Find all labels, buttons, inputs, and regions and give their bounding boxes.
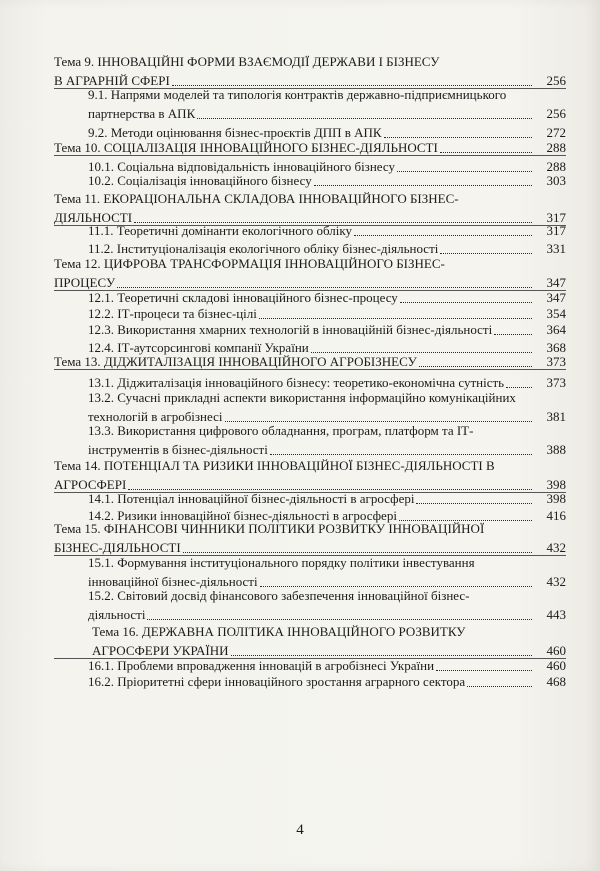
toc-page-number: 398 [546,477,566,492]
toc-line: 12.3. Використання хмарних технологій в інноваційній бізнес-діяльності [88,322,493,337]
toc-line: ПРОЦЕСУ [54,275,116,290]
toc-line: 15.1. Формування інституціонального порядку політики інвестування [88,555,475,570]
toc-line: 16.2. Пріоритетні сфери інноваційного зростання аграрного сектора [88,674,466,689]
toc-page-number: 368 [546,340,566,355]
toc-theme [0,138,600,157]
toc-line: партнерства в АПК [88,106,196,121]
toc-line: Тема 16. ДЕРЖАВНА ПОЛІТИКА ІННОВАЦІЙНОГО РОЗВИТКУ [92,624,466,639]
toc-line: Тема 15. ФІНАНСОВІ ЧИННИКИ ПОЛІТИКИ РОЗВИТКУ ІННОВАЦІЙНОЇ [54,521,485,536]
toc-subsection [0,85,600,123]
toc-theme [0,519,600,557]
toc-subsection [0,171,600,190]
toc-subsection [0,421,600,459]
leader-dots [419,365,532,367]
toc-page-number: 347 [546,275,566,290]
toc-page-number: 443 [546,607,566,622]
heading-underline [54,155,566,156]
toc-line: 12.2. ІТ-процеси та бізнес-цілі [88,306,257,321]
toc-page-number: 317 [546,223,566,238]
leader-dots [416,502,532,504]
toc-page-number: 317 [546,210,566,225]
toc-subsection [0,586,600,624]
toc-line: 13.2. Сучасні прикладні аспекти використання інформаційно комунікаційних [88,390,516,405]
toc-page-number: 460 [546,658,566,673]
toc-subsection [0,672,600,691]
toc-page-number: 373 [546,354,566,369]
leader-dots [440,151,532,153]
toc-line: АГРОСФЕРИ УКРАЇНИ [92,643,229,658]
toc-page-number: 288 [546,140,566,155]
toc-theme [0,352,600,371]
toc-line: 16.1. Проблеми впровадження інновацій в агробізнесі України [88,658,435,673]
toc-line: Тема 11. ЕКОРАЦІОНАЛЬНА СКЛАДОВА ІННОВАЦІЙНОГО БІЗНЕС- [54,191,459,206]
toc-page-number: 354 [546,306,566,321]
leader-dots [259,317,532,319]
toc-page-number: 381 [546,409,566,424]
toc-line: 14.2. Ризики інноваційної бізнес-діяльності в агросфері [88,508,397,523]
leader-dots [147,618,532,620]
toc-line: АГРОСФЕРІ [54,477,127,492]
toc-page-number: 256 [546,73,566,88]
toc-line: 12.4. ІТ-аутсорсингові компанії України [88,340,309,355]
toc-page-number: 303 [546,173,566,188]
toc-page-number: 272 [546,125,566,140]
toc-line: ДІЯЛЬНОСТІ [54,210,133,225]
toc-line: 9.2. Методи оцінювання бізнес-проєктів ДПП в АПК [88,125,382,140]
toc-line: Тема 10. СОЦІАЛІЗАЦІЯ ІННОВАЦІЙНОГО БІЗНЕС-ДІЯЛЬНОСТІ [54,140,438,155]
toc-line: 15.2. Світовий досвід фінансового забезпечення інноваційної бізнес- [88,588,470,603]
toc-page-number: 373 [546,375,566,390]
toc-line: інноваційної бізнес-діяльності [88,574,258,589]
toc-page-number: 416 [546,508,566,523]
toc-line: БІЗНЕС-ДІЯЛЬНОСТІ [54,540,181,555]
toc-line: діяльності [88,607,146,622]
toc-line: Тема 13. ДІДЖИТАЛІЗАЦІЯ ІННОВАЦІЙНОГО АГРОБІЗНЕСУ [54,354,417,369]
toc-page-number: 331 [546,241,566,256]
leader-dots [354,234,532,236]
toc-page-number: 388 [546,442,566,457]
toc-line: Тема 12. ЦИФРОВА ТРАНСФОРМАЦІЯ ІННОВАЦІЙНОГО БІЗНЕС- [54,256,445,271]
toc-line: 13.1. Діджиталізація інноваційного бізнесу: теоретико-економічна сутність [88,375,505,390]
leader-dots [400,301,532,303]
toc-page-number: 468 [546,674,566,689]
toc-line: 11.1. Теоретичні домінанти екологічного обліку [88,223,352,238]
toc-page-number: 432 [546,540,566,555]
toc-line: В АГРАРНІЙ СФЕРІ [54,73,170,88]
toc-theme [0,254,600,292]
toc-line: 10.2. Соціалізація інноваційного бізнесу [88,173,312,188]
toc-line: 9.1. Напрями моделей та типологія контрактів державно-підприємницького [88,87,507,102]
leader-dots [270,453,532,455]
toc-line: Тема 14. ПОТЕНЦІАЛ ТА РИЗИКИ ІННОВАЦІЙНОЇ БІЗНЕС-ДІЯЛЬНОСТІ В [54,458,495,473]
toc-page-number: 256 [546,106,566,121]
toc-line: інструментів в бізнес-діяльності [88,442,268,457]
toc-page-number: 288 [546,159,566,174]
toc-line: 13.3. Використання цифрового обладнання, програм, платформ та ІТ- [88,423,474,438]
toc-page-number: 398 [546,491,566,506]
heading-underline [54,369,566,370]
leader-dots [494,333,532,335]
toc-line: 11.2. Інституціоналізація екологічного обліку бізнес-діяльності [88,241,439,256]
toc-page-number: 460 [546,643,566,658]
leader-dots [314,184,532,186]
toc-subsection [0,221,600,240]
toc-line: технологій в агробізнесі [88,409,223,424]
leader-dots [436,669,532,671]
toc-line: Тема 9. ІННОВАЦІЙНІ ФОРМИ ВЗАЄМОДІЇ ДЕРЖАВИ І БІЗНЕСУ [54,54,440,69]
toc-page-number: 347 [546,290,566,305]
leader-dots [467,685,532,687]
toc-line: 10.1. Соціальна відповідальність інноваційного бізнесу [88,159,395,174]
toc-subsection [0,320,600,339]
toc-line: 12.1. Теоретичні складові інноваційного бізнес-процесу [88,290,398,305]
toc-page-number: 364 [546,322,566,337]
toc-theme [0,622,600,660]
page-number: 4 [296,822,304,838]
toc-page-number: 432 [546,574,566,589]
toc-line: 14.1. Потенціал інноваційної бізнес-діяльності в агросфері [88,491,415,506]
leader-dots [197,117,532,119]
